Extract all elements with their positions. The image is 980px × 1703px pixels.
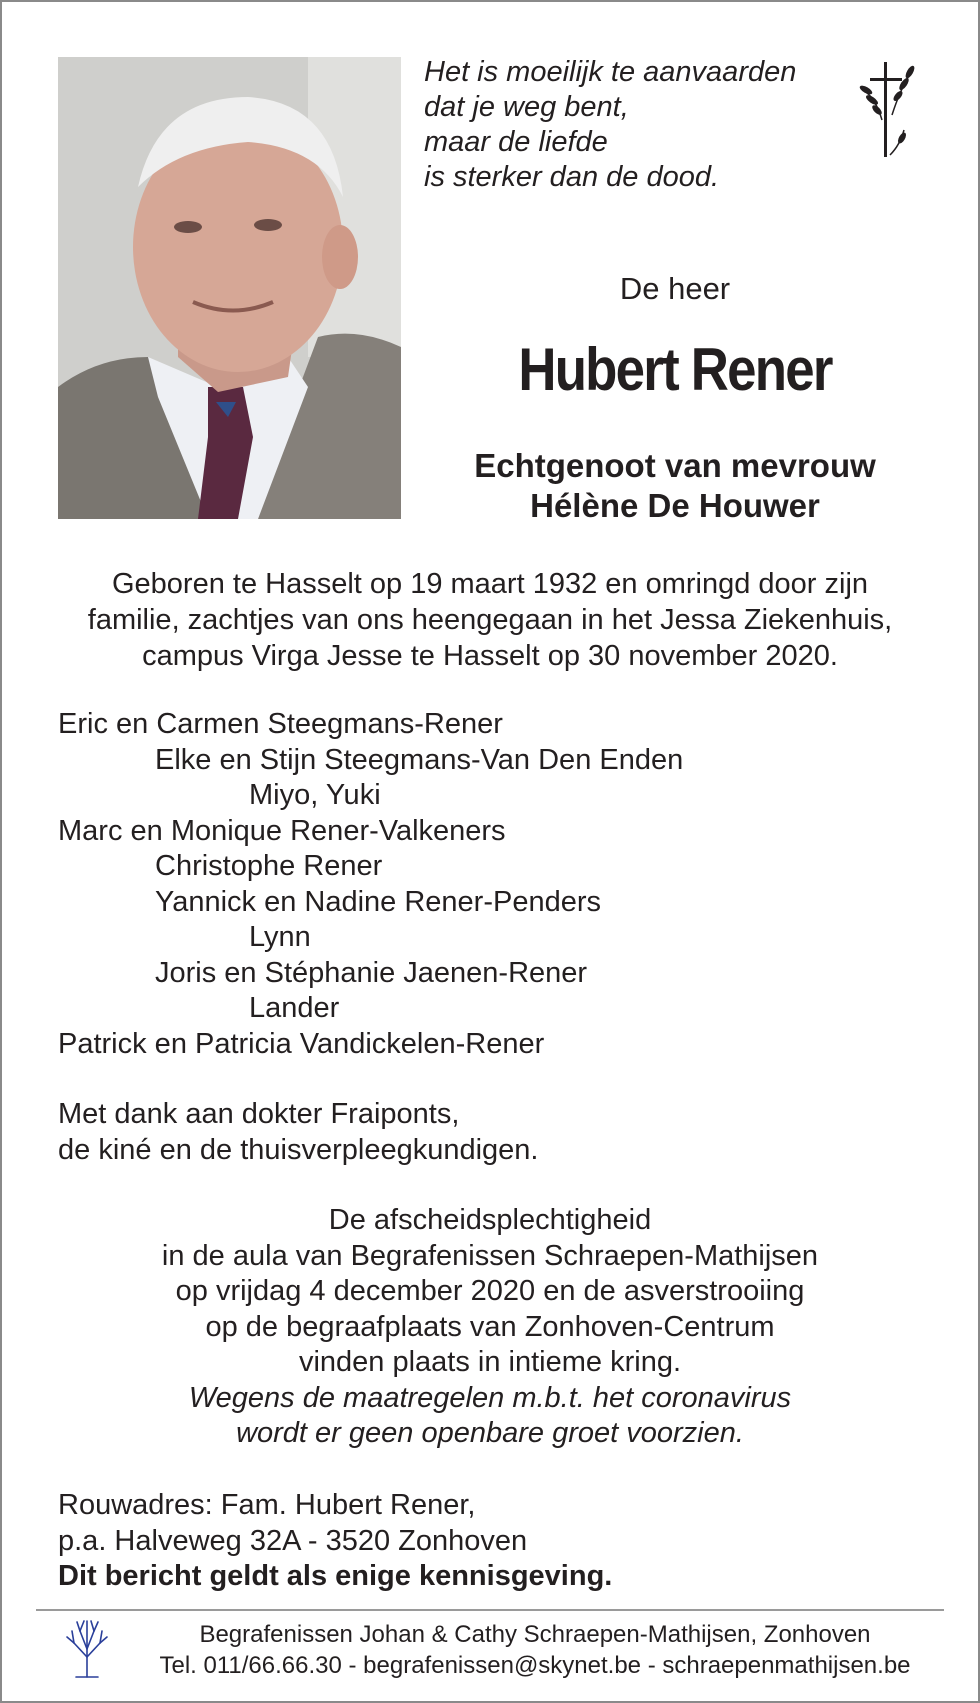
funeral-home-name: Begrafenissen Johan & Cathy Schraepen-Mathijsen, Zonhoven (199, 1621, 871, 1648)
deceased-name: Hubert Rener (518, 336, 832, 403)
text-line: de kiné en de thuisverpleegkundigen. (58, 1134, 539, 1166)
ceremony-text (40, 1203, 940, 1452)
family-member: Christophe Rener (155, 850, 383, 882)
text-line: familie, zachtjes van ons heengegaan in het Jessa Ziekenhuis, (87, 604, 893, 636)
spouse-name: Hélène De Houwer (530, 487, 820, 524)
birth-death-text (40, 566, 940, 674)
text-line: De afscheidsplechtigheid (328, 1204, 652, 1236)
family-member: Lander (249, 992, 340, 1024)
poem-line: dat je weg bent, (424, 91, 629, 123)
funeral-home-footer (110, 1619, 960, 1681)
text-line: campus Virga Jesse te Hasselt op 30 november 2020. (142, 640, 838, 672)
cross-with-wheat-icon (852, 60, 924, 160)
funeral-home-contact: Tel. 011/66.66.30 - begrafenissen@skynet.be - schraepenmathijsen.be (159, 1652, 911, 1679)
poem-line: is sterker dan de dood. (424, 161, 720, 193)
text-line: vinden plaats in intieme kring. (298, 1346, 682, 1378)
sole-notice: Dit bericht geldt als enige kennisgeving. (58, 1560, 613, 1592)
tree-logo-icon (62, 1617, 112, 1679)
text-line: Geboren te Hasselt op 19 maart 1932 en omringd door zijn (111, 568, 869, 600)
spouse-line: Echtgenoot van mevrouw (474, 447, 876, 484)
text-line: Rouwadres: Fam. Hubert Rener, (58, 1489, 476, 1521)
family-member: Elke en Stijn Steegmans-Van Den Enden (155, 743, 684, 776)
poem-line: Het is moeilijk te aanvaarden (424, 56, 797, 88)
family-member: Yannick en Nadine Rener-Penders (155, 885, 602, 918)
honorific: De heer (619, 271, 731, 306)
poem (424, 55, 796, 195)
family-list (58, 707, 683, 1062)
text-line: op vrijdag 4 december 2020 en de asverstrooiing (175, 1275, 805, 1307)
family-member: Lynn (249, 921, 311, 953)
family-member: Patrick en Patricia Vandickelen-Rener (58, 1027, 545, 1060)
text-line: op de begraafplaats van Zonhoven-Centrum (205, 1310, 775, 1343)
mourning-address (58, 1488, 612, 1595)
footer-divider (36, 1609, 944, 1611)
text-line: p.a. Halveweg 32A - 3520 Zonhoven (58, 1524, 528, 1557)
family-member: Miyo, Yuki (249, 779, 381, 811)
poem-line: maar de liefde (424, 126, 608, 158)
thanks-text (58, 1096, 538, 1168)
corona-notice-line: Wegens de maatregelen m.b.t. het coronavirus (188, 1381, 792, 1414)
family-member: Joris en Stéphanie Jaenen-Rener (155, 956, 588, 989)
portrait-photo (58, 57, 401, 519)
corona-notice-line: wordt er geen openbare groet voorzien. (236, 1417, 744, 1449)
family-member: Marc en Monique Rener-Valkeners (58, 814, 506, 847)
family-member: Eric en Carmen Steegmans-Rener (58, 708, 503, 740)
text-line: Met dank aan dokter Fraiponts, (58, 1098, 460, 1130)
text-line: in de aula van Begrafenissen Schraepen-Mathijsen (161, 1239, 819, 1272)
spouse-block (420, 446, 930, 526)
